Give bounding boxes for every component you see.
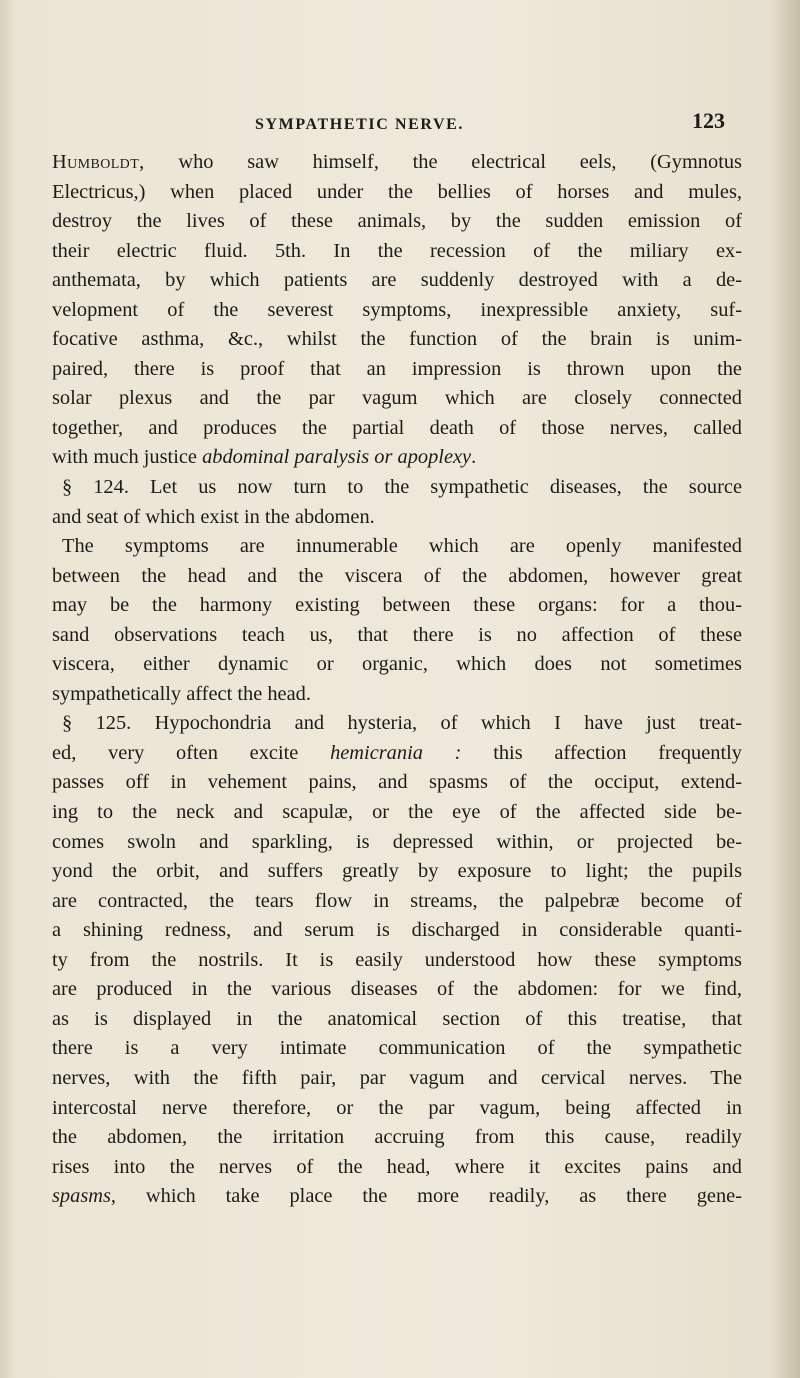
text-line: anthemata, by which patients are suddenly destroyed with a de-: [52, 269, 742, 292]
text-line: there is a very intimate communication of the sympathetic: [52, 1037, 742, 1060]
text-line: as is displayed in the anatomical section of this treatise, that: [52, 1007, 742, 1030]
text-line: a shining redness, and serum is discharged in considerable quanti-: [52, 919, 742, 942]
text-line: and seat of which exist in the abdomen.: [52, 505, 375, 528]
paragraph-start: The symptoms are innumerable which are openly manifested: [62, 535, 742, 558]
text-line: the abdomen, the irritation accruing from this cause, readily: [52, 1126, 742, 1149]
text-line: spasms, which take place the more readily, as there gene-: [52, 1185, 742, 1208]
body-text: [52, 148, 742, 1212]
page-edge-shadow: [772, 0, 800, 1378]
text-line: ed, very often excite hemicrania : this affection frequently: [52, 741, 742, 764]
page-number: 123: [692, 108, 725, 133]
text-line: with much justice abdominal paralysis or apoplexy.: [52, 446, 477, 469]
text-line: passes off in vehement pains, and spasms of the occiput, extend-: [52, 771, 742, 794]
text-line: are produced in the various diseases of the abdomen: for we find,: [52, 978, 742, 1001]
text-line: together, and produces the partial death of those nerves, called: [52, 416, 742, 439]
section-124-start: § 124. Let us now turn to the sympathetic diseases, the source: [62, 476, 742, 499]
text-line: their electric fluid. 5th. In the recession of the miliary ex-: [52, 239, 742, 262]
text-line: may be the harmony existing between these organs: for a thou-: [52, 594, 742, 617]
text-line: destroy the lives of these animals, by the sudden emission of: [52, 210, 742, 233]
text-line: yond the orbit, and suffers greatly by exposure to light; the pupils: [52, 860, 742, 883]
text-line: between the head and the viscera of the abdomen, however great: [52, 564, 742, 587]
running-head: SYMPATHETIC NERVE.: [255, 116, 464, 133]
text-line: nerves, with the fifth pair, par vagum and cervical nerves. The: [52, 1066, 742, 1089]
text-line: velopment of the severest symptoms, inexpressible anxiety, suf-: [52, 298, 742, 321]
text-line: Humboldt, who saw himself, the electrical eels, (Gymnotus: [52, 151, 742, 173]
text-line: are contracted, the tears flow in streams, the palpebræ become of: [52, 889, 742, 912]
text-line: Electricus,) when placed under the bellies of horses and mules,: [52, 180, 742, 203]
text-line: ing to the neck and scapulæ, or the eye of the affected side be-: [52, 801, 742, 824]
text-line: sand observations teach us, that there is no affection of these: [52, 623, 742, 646]
text-line: sympathetically affect the head.: [52, 682, 311, 705]
text-line: focative asthma, &c., whilst the function of the brain is unim-: [52, 328, 742, 351]
text-line: paired, there is proof that an impression is thrown upon the: [52, 357, 742, 380]
page-header: [255, 108, 725, 142]
text-line: viscera, either dynamic or organic, which does not sometimes: [52, 653, 742, 676]
text-line: intercostal nerve therefore, or the par vagum, being affected in: [52, 1096, 742, 1119]
text-line: ty from the nostrils. It is easily understood how these symptoms: [52, 948, 742, 971]
text-line: solar plexus and the par vagum which are closely connected: [52, 387, 742, 410]
text-line: comes swoln and sparkling, is depressed within, or projected be-: [52, 830, 742, 853]
section-125-start: § 125. Hypochondria and hysteria, of which I have just treat-: [62, 712, 742, 735]
text-line: rises into the nerves of the head, where it excites pains and: [52, 1155, 742, 1178]
